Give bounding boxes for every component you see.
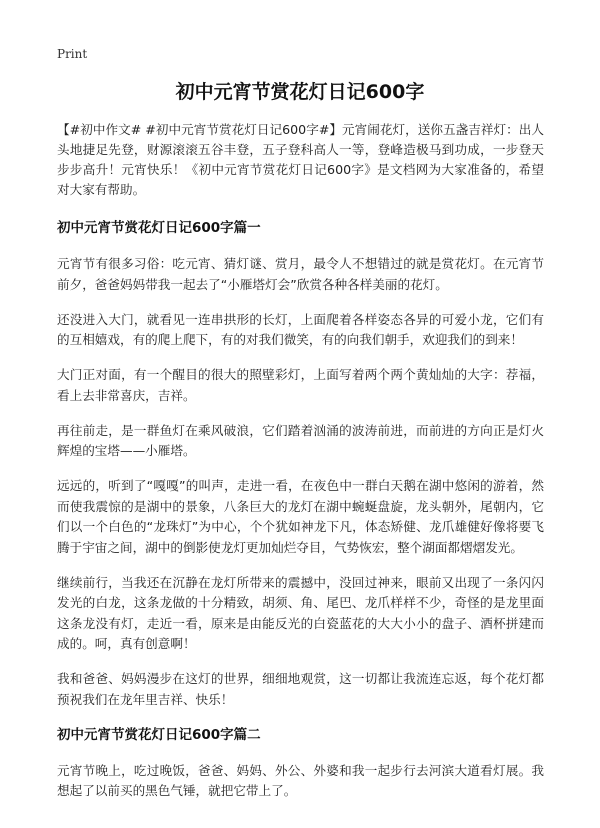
paragraph: 元宵节晚上，吃过晚饭，爸爸、妈妈、外公、外婆和我一起步行去河滨大道看灯展。我想起了以前买的黑色气锤，就把它带上了。 <box>57 762 544 798</box>
paragraph: 元宵节有很多习俗：吃元宵、猜灯谜、赏月，最令人不想错过的就是赏花灯。在元宵节前夕，爸爸妈妈带我一起去了“小雁塔灯会”欣赏各种各样美丽的花灯。 <box>57 256 544 292</box>
section-heading: 初中元宵节赏花灯日记600字篇二 <box>57 726 261 743</box>
paragraph: 远远的，听到了“嘎嘎”的叫声，走进一看，在夜色中一群白天鹅在湖中悠闲的游着，然而使我震惊的是湖中的景象，八条巨大的龙灯在湖中蜿蜒盘旋，龙头朝外，尾朝内，它们以一个白色的“龙珠灯”为中心，个个犹如神龙下凡，体态矫健、龙爪雄健好像将要飞腾于宇宙之间，湖中的倒影使龙灯更加灿烂夺目，气势恢宏，整个湖面都熠熠发光。 <box>57 478 544 555</box>
document-body <box>57 120 544 816</box>
section-heading: 初中元宵节赏花灯日记600字篇一 <box>57 220 261 236</box>
paragraph: 还没进入大门，就看见一连串拱形的长灯，上面爬着各样姿态各异的可爱小龙，它们有的互相嬉戏，有的爬上爬下，有的对我们微笑，有的向我们朝手，欢迎我们的到来！ <box>57 311 544 347</box>
section-two <box>57 725 544 802</box>
document-title: 初中元宵节赏花灯日记600字 <box>175 81 425 103</box>
intro-paragraph: 【#初中作文# #初中元宵节赏花灯日记600字#】元宵闹花灯，送你五盏吉祥灯：出人头地捷足先登，财源滚滚五谷丰登，五子登科高人一等，登峰造极马到功成，一步登天步步高升！元宵快乐！《初中元宵节赏花灯日记600字》是文档网为大家准备的，希望对大家有帮助。 <box>57 122 544 197</box>
paragraph: 继续前行，当我还在沉静在龙灯所带来的震撼中，没回过神来，眼前又出现了一条闪闪发光的白龙，这条龙做的十分精致，胡须、角、尾巴、龙爪样样不少，奇怪的是龙里面这条龙没有灯，走近一看，原来是由能反光的白瓷蓝花的大大小小的盘子、酒杯拼建而成的。呵，真有创意啊！ <box>57 574 544 651</box>
paragraph: 大门正对面，有一个醒目的很大的照壁彩灯，上面写着两个两个黄灿灿的大字：荐福，看上去非常喜庆，吉祥。 <box>57 367 544 403</box>
print-link[interactable]: Print <box>57 47 88 61</box>
section-one <box>57 218 544 710</box>
paragraph: 再往前走，是一群鱼灯在乘风破浪，它们踏着汹涌的波涛前进，而前进的方向正是灯火辉煌的宝塔——小雁塔。 <box>57 422 544 458</box>
paragraph: 我和爸爸、妈妈漫步在这灯的世界，细细地观赏，这一切都让我流连忘返，每个花灯都预祝我们在龙年里吉祥、快乐！ <box>57 671 544 707</box>
